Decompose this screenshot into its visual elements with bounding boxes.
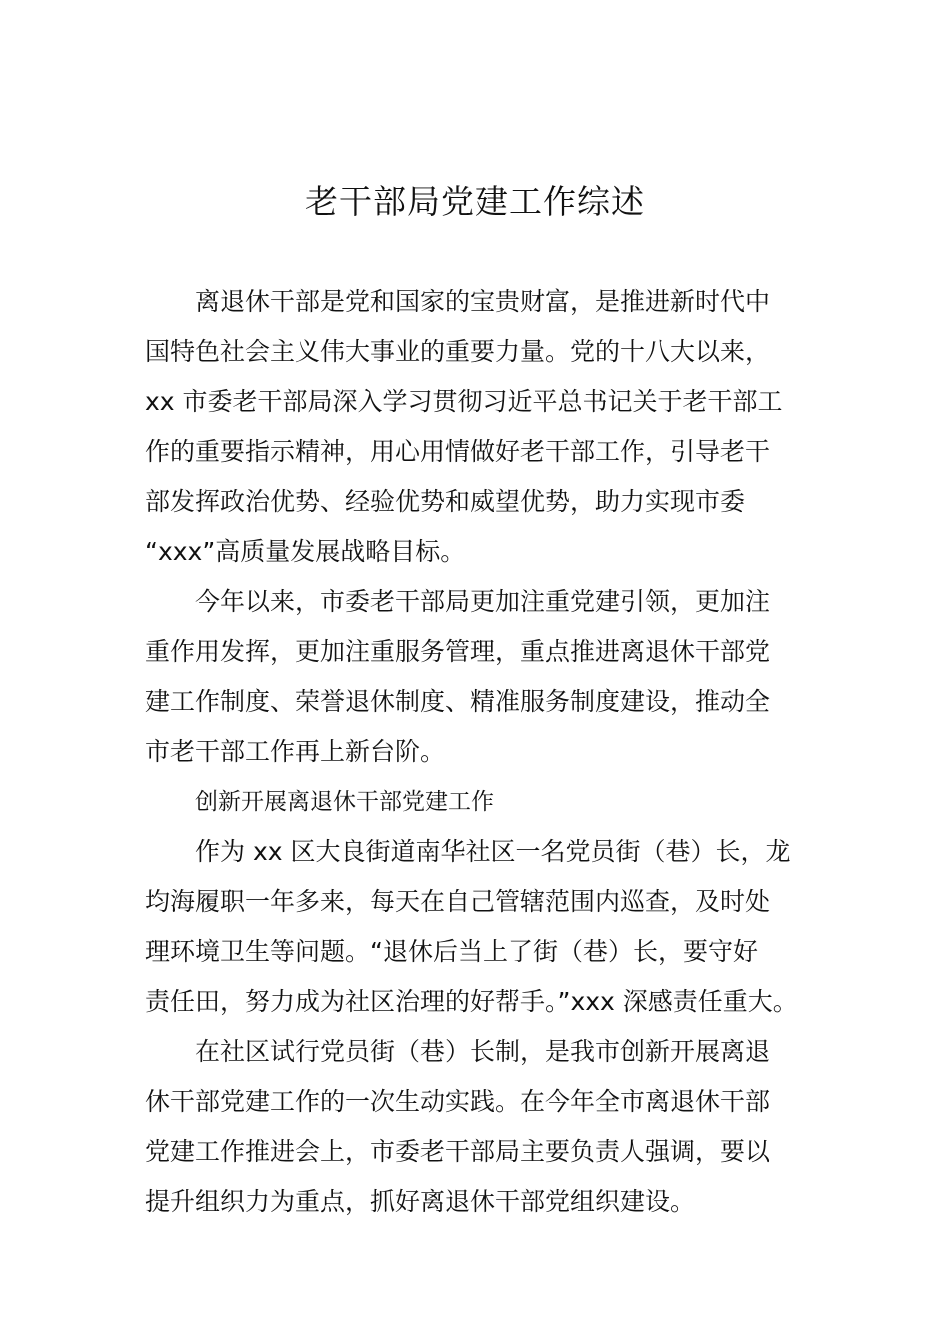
paragraph-2-line-4: 市老干部工作再上新台阶。 (145, 737, 446, 766)
paragraph-2-line-2: 重作用发挥，更加注重服务管理，重点推进离退休干部党 (145, 637, 771, 666)
section-heading: 创新开展离退休干部党建工作 (195, 789, 494, 815)
paragraph-1-line-3: xx 市委老干部局深入学习贯彻习近平总书记关于老干部工 (145, 387, 783, 416)
document-title: 老干部局党建工作综述 (305, 182, 645, 221)
paragraph-3-line-1: 作为 xx 区大良街道南华社区一名党员街（巷）长，龙 (195, 837, 791, 866)
paragraph-2-line-1: 今年以来，市委老干部局更加注重党建引领，更加注 (195, 587, 771, 616)
paragraph-2-line-3: 建工作制度、荣誉退休制度、精准服务制度建设，推动全 (145, 687, 771, 716)
paragraph-4-line-4: 提升组织力为重点，抓好离退休干部党组织建设。 (145, 1187, 696, 1216)
paragraph-1-line-4: 作的重要指示精神，用心用情做好老干部工作，引导老干 (145, 437, 771, 466)
paragraph-4-line-2: 休干部党建工作的一次生动实践。在今年全市离退休干部 (145, 1087, 771, 1116)
paragraph-1-line-1: 离退休干部是党和国家的宝贵财富，是推进新时代中 (195, 287, 771, 316)
paragraph-1-line-5: 部发挥政治优势、经验优势和威望优势，助力实现市委 (145, 487, 746, 516)
document-body (145, 277, 810, 1227)
paragraph-1-line-6: “xxx”高质量发展战略目标。 (145, 537, 466, 566)
paragraph-3-line-3: 理环境卫生等问题。“退休后当上了街（巷）长，要守好 (145, 937, 758, 966)
paragraph-1-line-2: 国特色社会主义伟大事业的重要力量。党的十八大以来， (145, 337, 771, 366)
paragraph-4-line-1: 在社区试行党员街（巷）长制，是我市创新开展离退 (195, 1037, 771, 1066)
paragraph-4-line-3: 党建工作推进会上，市委老干部局主要负责人强调，要以 (145, 1137, 771, 1166)
paragraph-3-line-4: 责任田，努力成为社区治理的好帮手。”xxx 深感责任重大。 (145, 987, 798, 1016)
paragraph-3-line-2: 均海履职一年多来，每天在自己管辖范围内巡查，及时处 (145, 887, 771, 916)
